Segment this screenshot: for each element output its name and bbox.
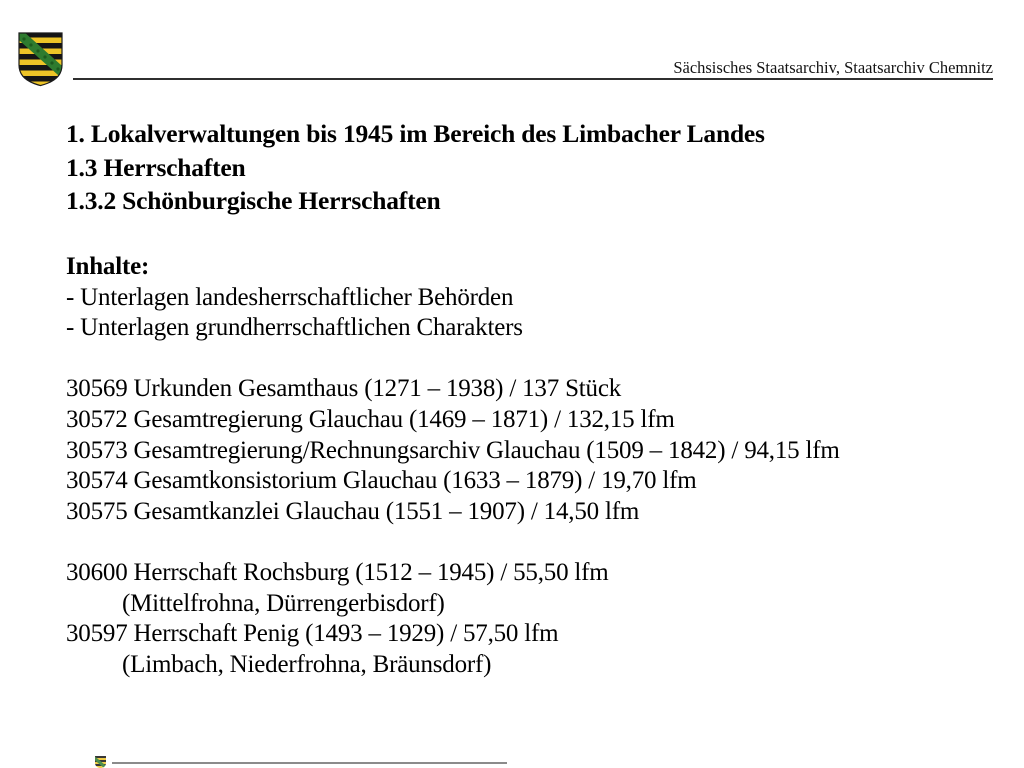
content-line: - Unterlagen landesherrschaftlicher Behörden (66, 283, 514, 311)
content-line: - Unterlagen grundherrschaftlichen Charakters (66, 314, 523, 342)
content-line: 30569 Urkunden Gesamthaus (1271 – 1938) / 137 Stück (66, 375, 622, 403)
footer-mini-rule (112, 762, 507, 764)
content-line: 30572 Gesamtregierung Glauchau (1469 – 1871) / 132,15 lfm (66, 405, 675, 433)
header-org-label: Sächsisches Staatsarchiv, Staatsarchiv Chemnitz (673, 58, 993, 77)
content-line: 30575 Gesamtkanzlei Glauchau (1551 – 1907) / 14,50 lfm (66, 497, 640, 525)
content-spacer (66, 344, 840, 375)
content-spacer (66, 527, 840, 558)
content-line: Inhalte: (66, 253, 150, 280)
coat-of-arms-svg (18, 32, 63, 87)
header-rule (73, 78, 993, 80)
page-title (66, 117, 765, 218)
title-line-3: 1.3.2 Schönburgische Herrschaften (66, 186, 441, 215)
content-list (66, 252, 840, 680)
title-line-1: 1. Lokalverwaltungen bis 1945 im Bereich des Limbacher Landes (66, 119, 765, 148)
saxony-coat-of-arms-icon (18, 32, 63, 87)
content-line: 30574 Gesamtkonsistorium Glauchau (1633 – 1879) / 19,70 lfm (66, 467, 697, 495)
content-line: (Limbach, Niederfrohna, Bräunsdorf) (122, 650, 492, 678)
content-line: (Mittelfrohna, Dürrengerbisdorf) (122, 589, 445, 617)
footer-mini-coat-of-arms-icon (95, 756, 106, 768)
content-line: 30573 Gesamtregierung/Rechnungsarchiv Glauchau (1509 – 1842) / 94,15 lfm (66, 436, 840, 464)
title-line-2: 1.3 Herrschaften (66, 152, 246, 182)
content-line: 30597 Herrschaft Penig (1493 – 1929) / 57,50 lfm (66, 620, 559, 648)
content-line: 30600 Herrschaft Rochsburg (1512 – 1945) / 55,50 lfm (66, 558, 609, 586)
footer-mini-strip (95, 756, 507, 768)
